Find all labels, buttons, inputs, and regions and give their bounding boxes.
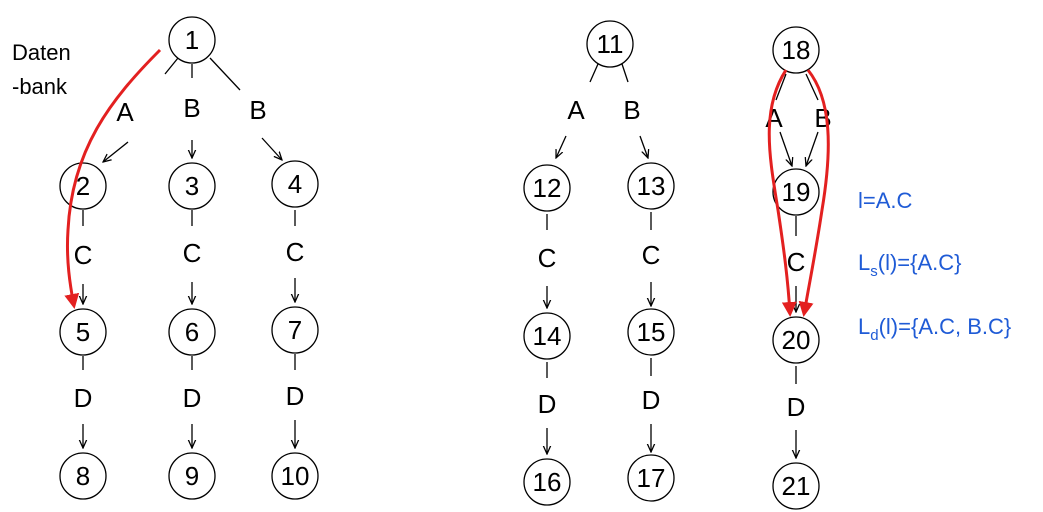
edge-label-1-3: B — [183, 93, 201, 123]
node-9 — [169, 453, 215, 499]
edge-1-2-stub — [165, 58, 178, 74]
svg-text:15: 15 — [636, 317, 666, 347]
edge-11-13-stub — [622, 64, 628, 82]
node-5 — [60, 309, 106, 355]
edge-11-12-stub — [590, 64, 598, 82]
edge-label-18-19a: A — [765, 103, 783, 133]
svg-text:17: 17 — [636, 463, 666, 493]
svg-text:1: 1 — [184, 25, 200, 55]
nodes — [60, 17, 819, 509]
edge-label-1-4: B — [249, 95, 267, 125]
edge-label-4-7: C — [285, 237, 305, 267]
database-label-line1: Daten — [12, 40, 71, 65]
node-4 — [272, 161, 318, 207]
edge-1-4-stub — [210, 58, 240, 90]
node-1 — [169, 17, 215, 63]
node-18 — [773, 27, 819, 73]
svg-text:19: 19 — [781, 177, 811, 207]
svg-text:7: 7 — [287, 315, 303, 345]
node-13 — [628, 163, 674, 209]
svg-text:3: 3 — [184, 171, 200, 201]
edge-label-6-9: D — [182, 383, 202, 413]
node-20 — [773, 317, 819, 363]
node-17 — [628, 455, 674, 501]
edge-label-18-19b: B — [814, 103, 832, 133]
node-12 — [524, 165, 570, 211]
svg-text:12: 12 — [532, 173, 562, 203]
node-6 — [169, 309, 215, 355]
node-7 — [272, 307, 318, 353]
svg-text:5: 5 — [75, 317, 91, 347]
edge-label-2-5: C — [73, 240, 93, 270]
formulas — [858, 188, 1011, 344]
edge-18-19a-arrow — [780, 132, 792, 166]
node-11 — [587, 21, 633, 67]
edge-11-12-arrow — [556, 136, 566, 158]
node-2 — [60, 163, 106, 209]
edge-labels — [74, 93, 832, 422]
svg-text:4: 4 — [287, 169, 303, 199]
svg-text:9: 9 — [184, 461, 200, 491]
svg-text:2: 2 — [75, 171, 91, 201]
svg-text:16: 16 — [532, 467, 562, 497]
formula-ld: $L_d(l)=\{A.C$, B.C} — [858, 314, 1012, 344]
database-label-line2: -bank — [12, 74, 68, 99]
node-16 — [524, 459, 570, 505]
edge-label-12-14: C — [537, 243, 557, 273]
edge-label-19-20: C — [786, 247, 806, 277]
edge-label-5-8: D — [73, 383, 93, 413]
node-10 — [272, 453, 318, 499]
edge-label-15-17: D — [641, 385, 661, 415]
edge-label-14-16: D — [537, 389, 557, 419]
node-15 — [628, 309, 674, 355]
formula-ls: $L_s(l)=\{A.C\}$ — [858, 250, 962, 280]
svg-text:18: 18 — [781, 35, 811, 65]
formula-l: l=A.C — [858, 188, 913, 213]
edge-label-13-15: C — [641, 240, 661, 270]
node-21 — [773, 463, 819, 509]
edge-18-19b-arrow — [806, 132, 818, 166]
node-14 — [524, 313, 570, 359]
svg-text:14: 14 — [532, 321, 562, 351]
edge-label-20-21: D — [786, 392, 806, 422]
edge-1-4-arrow — [262, 138, 282, 160]
edge-label-11-13: B — [623, 95, 641, 125]
svg-text:21: 21 — [781, 471, 811, 501]
svg-text:10: 10 — [280, 461, 310, 491]
edge-1-2-arrow — [103, 142, 128, 162]
svg-text:20: 20 — [781, 325, 811, 355]
svg-text:6: 6 — [184, 317, 200, 347]
svg-text:11: 11 — [596, 29, 624, 59]
edge-label-7-10: D — [285, 381, 305, 411]
svg-text:8: 8 — [75, 461, 91, 491]
svg-text:13: 13 — [636, 171, 666, 201]
node-3 — [169, 163, 215, 209]
edge-11-13-arrow — [640, 136, 648, 158]
edge-label-3-6: C — [182, 238, 202, 268]
edge-label-11-12: A — [567, 95, 585, 125]
edge-label-1-2: A — [116, 97, 134, 127]
node-19 — [773, 169, 819, 215]
node-8 — [60, 453, 106, 499]
